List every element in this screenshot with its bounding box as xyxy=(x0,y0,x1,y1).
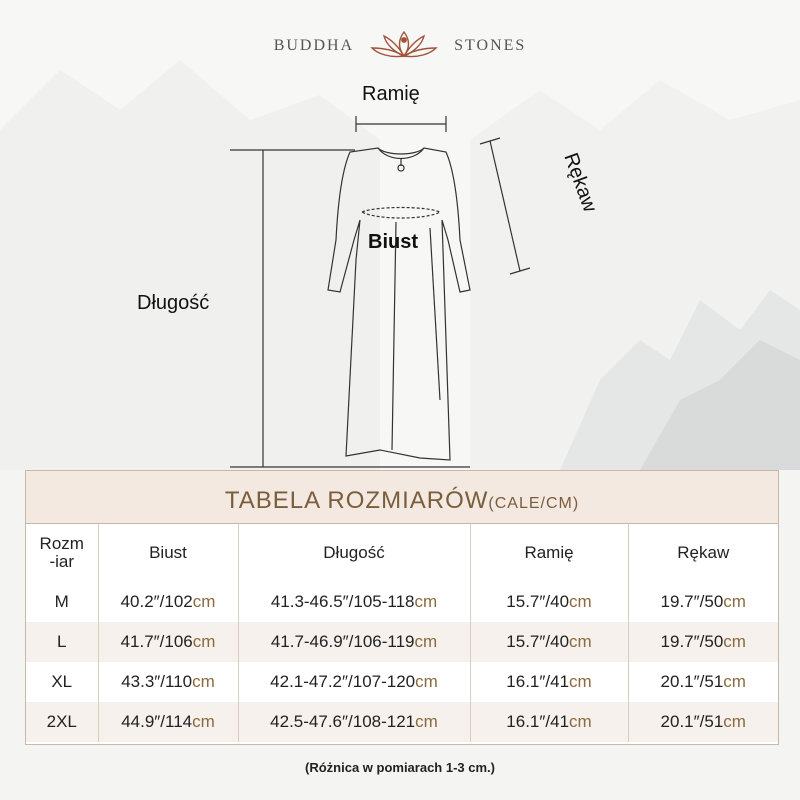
cell-bust: 44.9″/114cm xyxy=(98,702,238,742)
brand-name-left: BUDDHA xyxy=(273,37,355,54)
size-table xyxy=(26,524,778,742)
shoulder-label: Ramię xyxy=(362,83,420,105)
size-chart-title-text: TABELA ROZMIARÓW xyxy=(224,487,489,514)
cell-sleeve: 19.7″/50cm xyxy=(628,582,778,622)
brand-name-right: STONES xyxy=(454,37,527,54)
cell-shoulder: 15.7″/40cm xyxy=(470,622,628,662)
cell-length: 42.5-47.6″/108-121cm xyxy=(238,702,470,742)
cell-length: 42.1-47.2″/107-120cm xyxy=(238,662,470,702)
keyhole xyxy=(398,158,404,171)
cell-shoulder: 15.7″/40cm xyxy=(470,582,628,622)
header-sleeve: Rękaw xyxy=(628,524,778,582)
size-chart-title-unit: (CALE/CM) xyxy=(488,495,580,512)
cell-shoulder: 16.1″/41cm xyxy=(470,702,628,742)
cell-shoulder: 16.1″/41cm xyxy=(470,662,628,702)
cell-size: M xyxy=(54,592,69,611)
table-row xyxy=(26,582,778,622)
size-chart-title xyxy=(26,471,778,524)
bust-label: Biust xyxy=(368,231,418,253)
dress-outline xyxy=(328,148,470,460)
sleeve-label: Rękaw xyxy=(559,150,601,215)
header-size: Rozm -iar xyxy=(39,534,84,571)
table-row xyxy=(26,662,778,702)
cell-sleeve: 19.7″/50cm xyxy=(628,622,778,662)
cell-sleeve: 20.1″/51cm xyxy=(628,702,778,742)
measurement-note: (Różnica w pomiarach 1-3 cm.) xyxy=(305,760,495,775)
length-label: Długość xyxy=(137,292,210,314)
cell-size: 2XL xyxy=(26,702,98,742)
table-header-row xyxy=(26,524,778,582)
neckline xyxy=(378,148,424,159)
header-shoulder: Ramię xyxy=(470,524,628,582)
cell-size: L xyxy=(26,622,98,662)
cell-bust: 40.2″/102cm xyxy=(98,582,238,622)
header-length: Długość xyxy=(238,524,470,582)
header-bust: Biust xyxy=(98,524,238,582)
cell-length: 41.3-46.5″/105-118cm xyxy=(238,582,470,622)
table-row xyxy=(26,702,778,742)
cell-size: XL xyxy=(51,672,73,691)
sleeve-dimension-line xyxy=(490,141,520,271)
bust-line xyxy=(362,208,440,219)
table-row xyxy=(26,622,778,662)
cell-bust: 41.7″/106cm xyxy=(98,622,238,662)
cell-bust: 43.3″/110cm xyxy=(98,662,238,702)
cell-length: 41.7-46.9″/106-119cm xyxy=(238,622,470,662)
cell-sleeve: 20.1″/51cm xyxy=(628,662,778,702)
size-chart xyxy=(25,470,779,745)
